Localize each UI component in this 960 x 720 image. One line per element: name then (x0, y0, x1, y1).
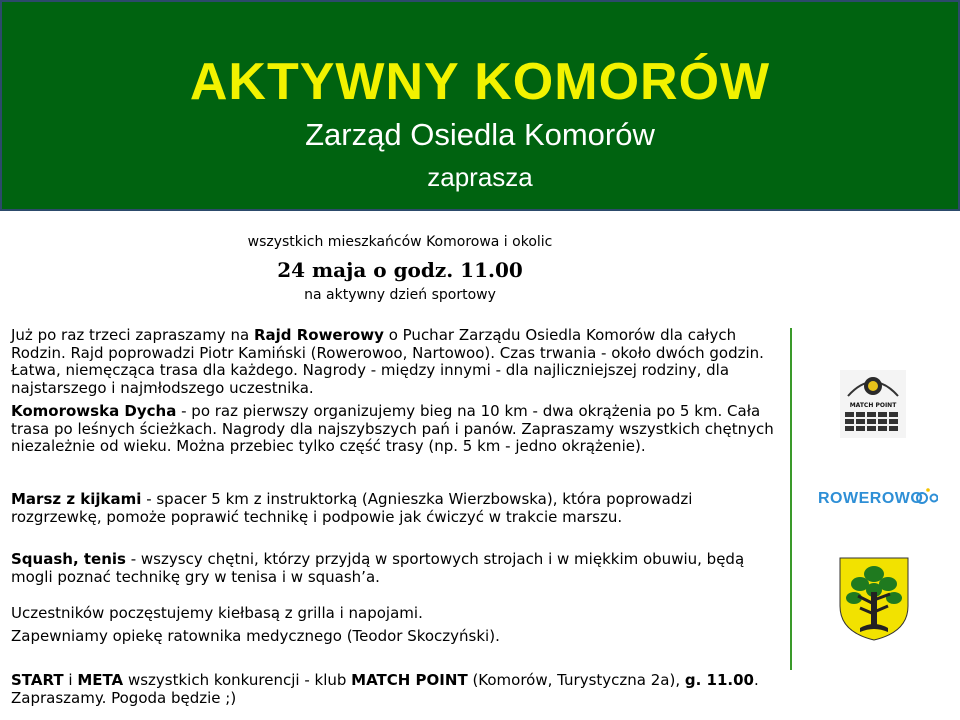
rajd-name: Rajd Rowerowy (253, 326, 384, 344)
marsz-paragraph: Marsz z kijkami - spacer 5 km z instruktorką (Agnieszka Wierzbowska), która poprowadzi rozgrzewkę, pomoże poprawić technikę i podpowie jak ćwiczyć w trakcie marszu. (11, 490, 693, 526)
footer-paragraph: START i META wszystkich konkurencji - klub MATCH POINT (Komorów, Turystyczna 2a), g. 11.00. Zapraszamy. Pogoda będzie ;) (11, 671, 759, 707)
squash-paragraph: Squash, tenis - wszyscy chętni, którzy przyjdą w sportowych strojach i w miękkim obuwiu, będą mogli poznać technikę gry w tenisa i w squash’a. (11, 550, 745, 586)
squash-name: Squash, tenis (11, 550, 126, 568)
food-note: Uczestników poczęstujemy kiełbasą z grilla i napojami. (11, 604, 423, 622)
rowerowo-logo (818, 485, 938, 509)
event-date: 24 maja o godz. 11.00 (277, 258, 523, 282)
bicycle-wheel-icon (931, 495, 938, 502)
club-name: MATCH POINT (351, 671, 468, 689)
rajd-paragraph: Już po raz trzeci zapraszamy na Rajd Rowerowy o Puchar Zarządu Osiedla Komorów dla całych Rodzin. Rajd poprowadzi Piotr Kamiński (Rowerowoo, Nartowoo). Czas trwania - około dwóch godzin. Łatwa, niemęcząca trasa dla każdego. Nagrody - między innymi - dla najliczniejszej rodziny, dla najstarszego i najmłodszego uczestnika. (11, 326, 764, 397)
audience-text: wszystkich mieszkańców Komorowa i okolic (247, 234, 553, 250)
match-point-logo (840, 370, 906, 438)
invite-text: zaprasza (427, 162, 533, 192)
dycha-name: Komorowska Dycha (11, 402, 177, 420)
header-banner (0, 0, 960, 211)
marsz-name: Marsz z kijkami (11, 490, 142, 508)
dycha-paragraph: Komorowska Dycha - po raz pierwszy organizujemy bieg na 10 km - dwa okrążenia po 5 km. Cała trasa po leśnych ścieżkach. Nagrody dla najszybszych pań i panów. Zapraszamy wszystkich chętnych niezależnie od wieku. Można przebiec tylko część trasy (np. 5 km - jedno okrążenie). (11, 402, 774, 455)
organizer-subtitle: Zarząd Osiedla Komorów (305, 117, 655, 152)
komorow-coat-of-arms-icon (838, 556, 910, 642)
medic-note: Zapewniamy opiekę ratownika medycznego (Teodor Skoczyński). (11, 627, 500, 645)
event-type: na aktywny dzień sportowy (304, 287, 496, 303)
match-point-logo-text: MATCH POINT (849, 402, 897, 409)
rowerowo-logo-text: ROWEROWO (818, 490, 924, 507)
page-title: AKTYWNY KOMORÓW (189, 53, 771, 111)
sponsor-divider (790, 328, 792, 670)
